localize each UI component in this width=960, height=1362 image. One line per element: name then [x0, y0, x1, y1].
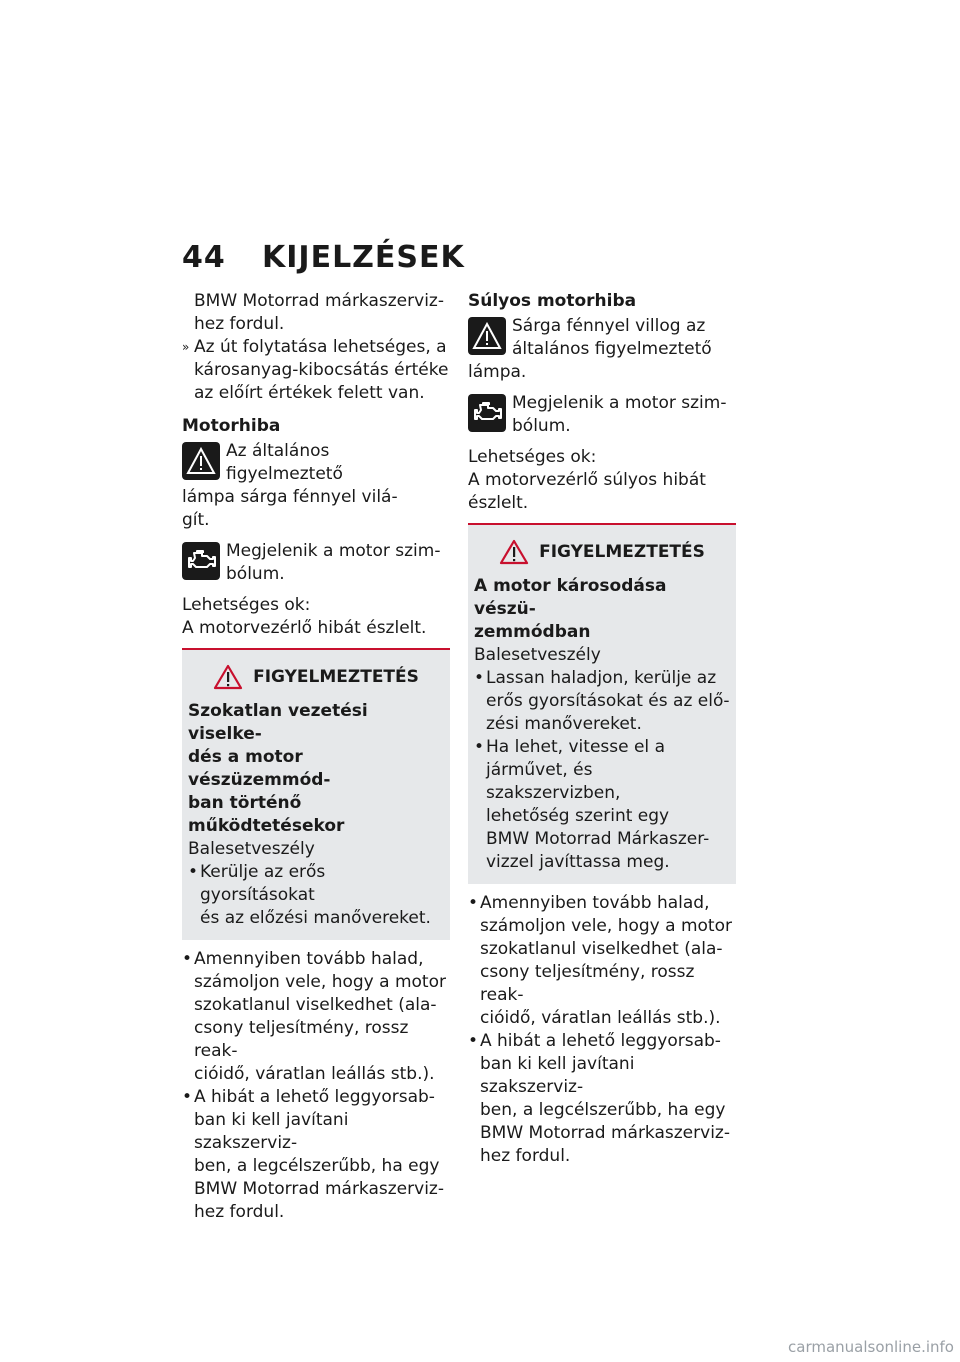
- cause-text: A motorvezérlő súlyos hibát: [468, 470, 706, 490]
- list-item: • Kerülje az erős gyorsításokat és az előzési manővereket.: [188, 862, 431, 928]
- page-header: [182, 240, 465, 275]
- lamp-engine: Megjelenik a motor szim- bólum.: [468, 392, 736, 440]
- intro-arrow-item: » Az út folytatása lehetséges, a károsanyag-kibocsátás értéke az előírt értékek felett van.: [182, 337, 449, 403]
- warning-triangle-icon: [499, 539, 529, 565]
- cause-label: Lehetséges ok:: [468, 447, 597, 467]
- lamp-general-warning: Az általános figyelmeztető lámpa sárga fénnyel vilá- gít.: [182, 441, 398, 530]
- footer-watermark: carmanualsonline.info: [788, 1338, 954, 1356]
- intro-continuation: BMW Motorrad márkaszerviz- hez fordul.: [194, 291, 444, 334]
- engine-icon: [182, 542, 220, 580]
- list-item: • A hibát a lehető leggyorsab- ban ki kell javítani szakszerviz- ben, a legcélszerűbb, ha egy BMW Motorrad márkaszerviz- hez fordul.: [182, 1087, 444, 1222]
- warning-triangle-icon: [182, 442, 220, 480]
- lamp-engine: Megjelenik a motor szim- bólum.: [182, 540, 450, 588]
- list-item: • A hibát a lehető leggyorsab- ban ki kell javítani szakszerviz- ben, a legcélszerűbb, ha egy BMW Motorrad márkaszerviz- hez fordul.: [468, 1031, 730, 1166]
- list-item: • Lassan haladjon, kerülje az erős gyorsításokat és az elő- zési manővereket.: [474, 668, 730, 734]
- warning-risk: Balesetveszély: [474, 645, 601, 665]
- warning-risk: Balesetveszély: [188, 839, 315, 859]
- arrow-mark: »: [182, 340, 190, 354]
- warning-header: [188, 664, 444, 690]
- section-title-motorhiba: Motorhiba: [182, 416, 281, 436]
- warning-box: FIGYELMEZTETÉS A motor károsodása vészü- zemmódban Balesetveszély • Lassan haladjon, kerülje az erős gyorsításokat és az elő- zési manővereket. • Ha lehet, vitesse el a járművet, és szakszervizben, lehetőség szerint egy BMW Motorrad Márkaszer- vizzel javíttassa meg.: [468, 523, 736, 884]
- list-item: • Ha lehet, vitesse el a járművet, és szakszervizben, lehetőség szerint egy BMW Motorrad Márkaszer- vizzel javíttassa meg.: [474, 737, 710, 872]
- list-item: • Amennyiben tovább halad, számoljon vele, hogy a motor szokatlanul viselkedhet (ala- csony teljesítmény, rossz reak- cióidő, váratlan leállás stb.).: [468, 893, 732, 1028]
- warning-header: [474, 539, 730, 565]
- page-title: KIJELZÉSEK: [262, 240, 465, 275]
- engine-icon: [468, 394, 506, 432]
- warning-triangle-icon: [213, 664, 243, 690]
- warning-triangle-icon: [468, 317, 506, 355]
- cause-label: Lehetséges ok:: [182, 595, 311, 615]
- left-column: [182, 290, 450, 1224]
- warning-title: Szokatlan vezetési viselke-: [188, 701, 368, 744]
- warning-label: FIGYELMEZTETÉS: [539, 541, 705, 562]
- list-item: • Amennyiben tovább halad, számoljon vele, hogy a motor szokatlanul viselkedhet (ala- csony teljesítmény, rossz reak- cióidő, váratlan leállás stb.).: [182, 949, 446, 1084]
- right-column: Súlyos motorhiba Sárga fénnyel villog az általános figyelmeztető lámpa. Megjelenik a motor szim- bólum. Lehetséges ok: A motorvezérlő súlyos hibát észlelt. FIGYELMEZTETÉS A motor károsodása vészü- zemmódban Balesetveszély • Lassan haladjon, kerülje az erős gyorsításokat és az elő- zési manővereket. • Ha lehet, vitesse el a járművet, és szakszervizben, lehetőség szerint egy BMW Motorrad Márkaszer- vizzel javíttassa meg. • Amennyiben tovább halad, számoljon vele, hogy a motor szokatlanul viselkedhet (ala- csony teljesítmény, rossz reak- cióidő, váratlan leállás stb.). • A hibát a lehető leggyorsab- ban ki kell javítani szakszerviz- ben, a legcélszerűbb, ha egy BMW Motorrad márkaszerviz- hez fordul.: [468, 290, 736, 1168]
- warning-box: FIGYELMEZTETÉS Szokatlan vezetési viselke- dés a motor vészüzemmód- ban történő működtetésekor Balesetveszély • Kerülje az erős gyorsításokat és az előzési manővereket.: [182, 648, 450, 940]
- cause-text: A motorvezérlő hibát észlelt.: [182, 618, 427, 638]
- warning-title: A motor károsodása vészü-: [474, 576, 667, 619]
- page-number: 44: [182, 240, 226, 275]
- section-title-sulyos-motorhiba: Súlyos motorhiba: [468, 291, 637, 311]
- lamp-general-warning: Sárga fénnyel villog az általános figyelmeztető lámpa.: [468, 316, 712, 382]
- warning-label: FIGYELMEZTETÉS: [253, 666, 419, 687]
